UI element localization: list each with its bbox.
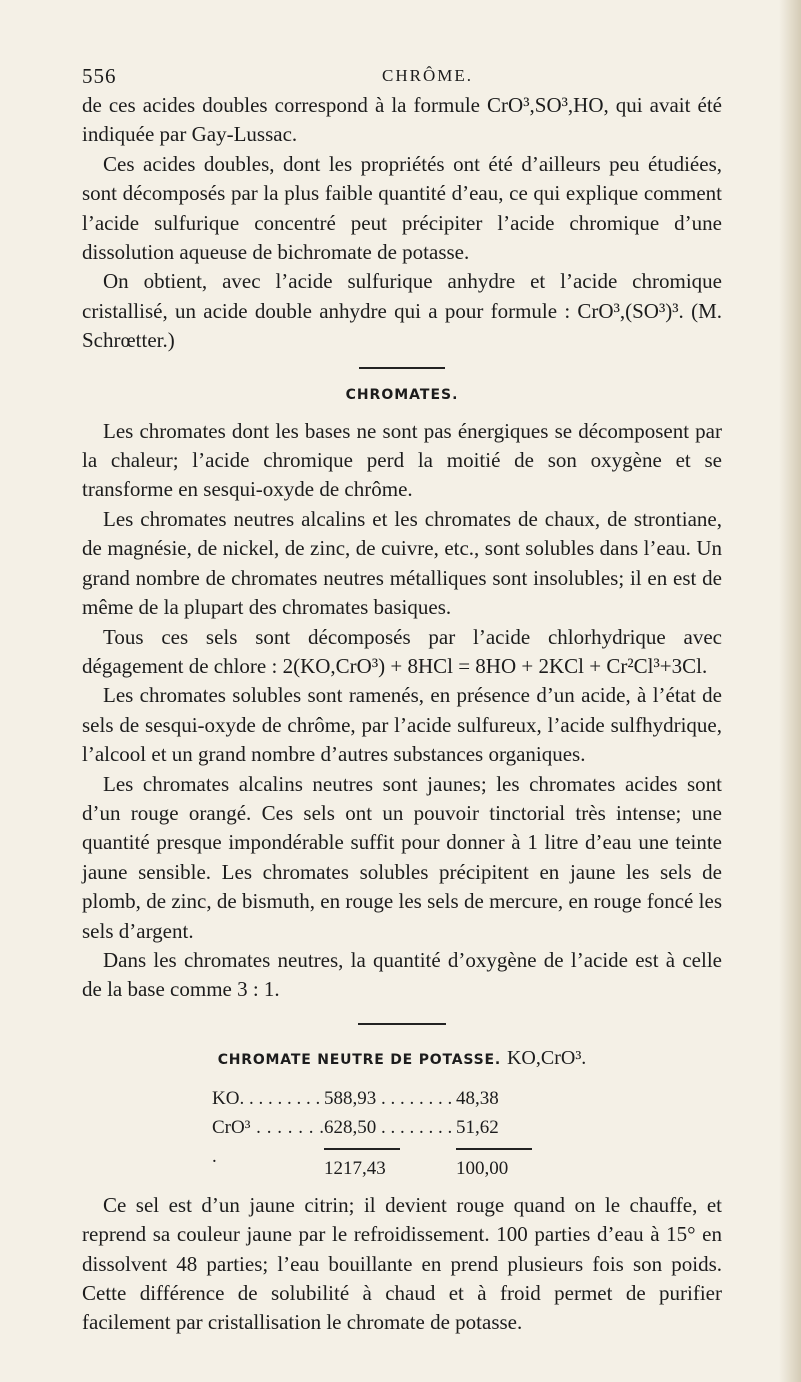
body-paragraph: Dans les chromates neutres, la quantité d’oxygène de l’acide est à celle de la base comme 3 : 1. — [82, 947, 722, 1002]
page-edge-shadow — [779, 0, 801, 1382]
section-divider — [359, 367, 445, 369]
intro-paragraph: On obtient, avec l’acide sulfurique anhydre et l’acide chromique cristallisé, un acide double anhydre qui a pour formule : CrO³,(SO³)³. (M. Schrœtter.) — [82, 269, 722, 353]
table-row — [212, 1113, 572, 1167]
intro-paragraph: Ces acides doubles, dont les propriétés ont été d’ailleurs peu étudiées, sont décomposés par la plus faible quantité d’eau, ce qui explique comment l’acide sulfurique concentré peut précipiter l’acide chromique d’une dissolution aqueuse de bichromate de potasse. — [82, 151, 722, 265]
closing-paragraph: Ce sel est d’un jaune citrin; il devient rouge quand on le chauffe, et reprend sa couleur jaune par le refroidissement. 100 parties d’eau à 15° en dissolvent 48 parties; l’eau bouillante en prend plusieurs fois son poids. Cette différence de solubilité à chaud et à froid permet de purifier facilement par cristallisation le chromate de potasse. — [82, 1192, 722, 1335]
running-title: CHRÔME. — [382, 66, 473, 85]
total-equivalent: 1217,43 — [324, 1157, 386, 1179]
subsection-heading — [82, 1043, 722, 1074]
component-percent: 51,62 — [456, 1116, 499, 1138]
component-equivalent: 588,93 . . . . . . . . — [324, 1087, 453, 1109]
body-paragraph: Les chromates alcalins neutres sont jaunes; les chromates acides sont d’un rouge orangé. Ces sels ont un pouvoir tinctorial très intense; une quantité presque impondérable suffit pour donner à 1 litre d’eau une teinte jaune sensible. Les chromates solubles précipitent en jaune les sels de plomb, de zinc, de bismuth, en rouge les sels de mercure, en rouge foncé les sels d’argent. — [82, 771, 722, 943]
subsection-title: CHROMATE NEUTRE DE POTASSE. — [217, 1051, 501, 1068]
table-total-row — [212, 1154, 572, 1183]
subsection-formula: KO,CrO³. — [506, 1046, 587, 1069]
table-row — [212, 1084, 572, 1113]
page-number: 556 — [82, 64, 117, 88]
component-percent: 48,38 — [456, 1087, 499, 1109]
section-heading: CHROMATES. — [345, 386, 459, 403]
page-body — [82, 91, 722, 1338]
total-percent: 100,00 — [456, 1157, 509, 1179]
component-equivalent: 628,50 . . . . . . . . — [324, 1116, 453, 1138]
running-head — [82, 64, 722, 88]
body-paragraph: Les chromates neutres alcalins et les chromates de chaux, de strontiane, de magnésie, de nickel, de zinc, de cuivre, etc., sont solubles dans l’eau. Un grand nombre de chromates neutres métalliques sont insolubles; il en est de même de la plupart des chromates basiques. — [82, 506, 722, 620]
component-name: KO. . . . . . . . . — [212, 1087, 321, 1109]
intro-paragraph: de ces acides doubles correspond à la formule CrO³,SO³,HO, qui avait été indiquée par Gay-Lussac. — [82, 93, 722, 147]
subsection-divider — [358, 1023, 446, 1025]
body-paragraph: Les chromates solubles sont ramenés, en présence d’un acide, à l’état de sels de sesqui-oxyde de chrôme, par l’acide sulfureux, l’acide sulfhydrique, l’alcool et un grand nombre d’autres substances organiques. — [82, 683, 722, 767]
component-name: CrO³ . . . . . . . . — [212, 1116, 324, 1167]
composition-table — [212, 1084, 572, 1183]
body-paragraph: Les chromates dont les bases ne sont pas énergiques se décomposent par la chaleur; l’acide chromique perd la moitié de son oxygène et se transforme en sesqui-oxyde de chrôme. — [82, 418, 722, 502]
body-paragraph: Tous ces sels sont décomposés par l’acide chlorhydrique avec dégagement de chlore : 2(KO,CrO³) + 8HCl = 8HO + 2KCl + Cr²Cl³+3Cl. — [82, 624, 722, 678]
